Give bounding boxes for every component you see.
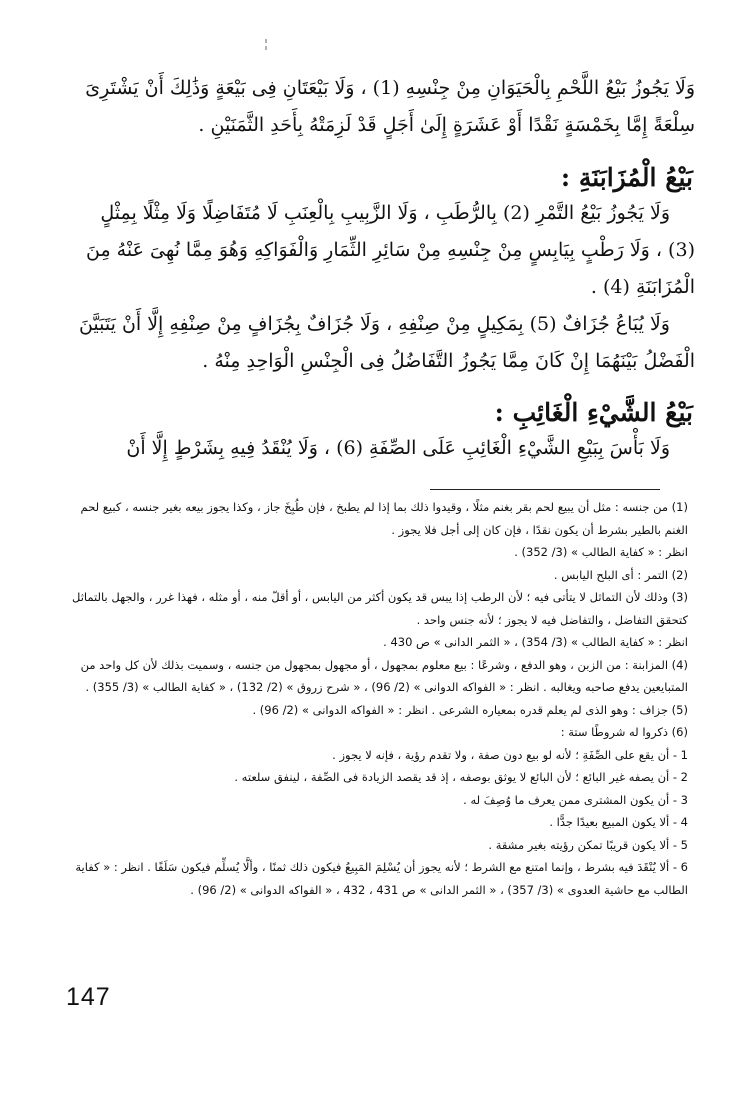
footnote-6-condition-3: 3 - أن يكون المشترى ممن يعرف ما وُصِفَ له .	[463, 792, 688, 807]
footnote-6-condition-2: 2 - أن يصفه غير البائع ؛ لأن البائع لا يوثق بوصفه ، إذ قد يقصد الزيادة فى الصِّفة ، لينفق سلعته .	[234, 770, 688, 784]
footnote-6: (6) ذكروا له شروطًا ستة :	[560, 725, 688, 739]
footnote-1: (1) من جنسه : مثل أن يبيع لحم بقر بغنم مثلًا ، وقيدوا ذلك بما إذا لم يطبخ ، فإن طُبِخَ جاز ، وكذا يجوز بيعه بغير جنسه ، كبيع لحم الغنم بالطير بشرط أن يكون نقدًا ، فإن كان إلى أجل فلا يجوز .	[80, 500, 688, 537]
paragraph-muzabana: وَلَا يَجُوزُ بَيْعُ التَّمْرِ (2) بِالرُّطَبِ ، وَلَا الزَّبِيبِ بِالْعِنَبِ لَا مُتَفَاضِلًا وَلَا مِثْلًا بِمِثْلٍ (3) ، وَلَا رَطْبٍ بِيَابِسٍ مِنْ جِنْسِهِ مِنْ سَائِرِ الثِّمَارِ وَالْفَوَاكِهِ وَهُوَ مِمَّا نُهِىَ عَنْهُ مِنَ الْمُزَابَنَةِ (4) .	[86, 202, 695, 298]
footnote-1-ref: انظر : « كفاية الطالب » (3/ 352) .	[514, 545, 688, 559]
footnote-6-condition-5: 5 - ألا يكون قريبًا تمكن رؤيته بغير مشقة .	[488, 837, 688, 852]
footnote-5: (5) جزاف : وهو الذى لم يعلم قدره بمعياره الشرعى . انظر : « الفواكه الدوانى » (2/ 96) .	[252, 702, 688, 717]
footnote-divider	[430, 489, 660, 490]
footnote-6-condition-6: 6 - ألا يُنْقَدَ فيه بشرط ، وإنما امتنع مع الشرط ؛ لأنه يجوز أن يُسْلِمَ المَبِيعُ فيكون ذلك ثمنًا ، وألَّا يُسلِّم فيكون سَلَفًا . انظر : « كفاية الطالب مع حاشية العدوى » (3/ 357) ، « الثمر الدانى » ص 431 ، 432 ، « الفواكه الدوانى » (2/ 96) .	[75, 860, 688, 897]
scan-mark	[262, 38, 270, 52]
footnote-2: (2) التمر : أى البلح اليابس .	[553, 567, 688, 582]
footnote-3: (3) وذلك لأن التماثل لا يتأتى فيه ؛ لأن الرطب إذا يبس قد يكون أكثر من اليابس ، أو أقلّ منه ، أو مثله ، فهذا غرر ، والجهل بالتماثل كتحقق التفاضل ، والتفاضل فيه لا يجوز ؛ لأنه جنس واحد .	[72, 590, 688, 627]
footnote-6-condition-4: 4 - ألا يكون المبيع بعيدًا جدًّا .	[549, 815, 688, 829]
page-number: 147	[66, 983, 111, 1011]
paragraph-juzaf: وَلَا يُبَاعُ جُزَافٌ (5) بِمَكِيلٍ مِنْ صِنْفِهِ ، وَلَا جُزَافٌ بِجُزَافٍ مِنْ صِنْفِهِ إِلَّا أَنْ يَتَبَيَّنَ الْفَضْلُ بَيْنَهُمَا إِنْ كَانَ مِمَّا يَجُوزُ التَّفَاضُلُ فِى الْجِنْسِ الْوَاحِدِ مِنْهُ .	[78, 313, 695, 372]
footnotes	[70, 496, 688, 901]
heading-muzabana: بَيْعُ الْمُزَابَنَةِ :	[560, 163, 693, 192]
footnote-3-ref: انظر : « كفاية الطالب » (3/ 354) ، « الثمر الدانى » ص 430 .	[383, 635, 688, 649]
footnote-6-condition-1: 1 - أن يقع على الصِّفَةِ ؛ لأنه لو بيع دون صفة ، ولا تقدم رؤية ، فإنه لا يجوز .	[332, 747, 688, 762]
paragraph-absent-goods: وَلَا بَأْسَ بِبَيْعِ الشَّيْءِ الْغَائِبِ عَلَى الصِّفَةِ (6) ، وَلَا يُنْقَدُ فِيهِ بِشَرْطٍ إِلَّا أَنْ	[126, 437, 670, 459]
paragraph-meat-sale: وَلَا يَجُوزُ بَيْعُ اللَّحْمِ بِالْحَيَوَانِ مِنْ جِنْسِهِ (1) ، وَلَا بَيْعَتَانِ فِى بَيْعَةٍ وَذَٰلِكَ أَنْ يَشْتَرِىَ سِلْعَةً إِمَّا بِخَمْسَةٍ نَقْدًا أَوْ عَشَرَةٍ إِلَىٰ أَجَلٍ قَدْ لَزِمَتْهُ بِأَحَدِ الثَّمَنَيْنِ .	[85, 77, 695, 136]
footnote-4: (4) المزابنة : من الزبن ، وهو الدفع ، وشرعًا : بيع معلوم بمجهول ، أو مجهول بمجهول من جنسه ، وسميت بذلك لأن كل واحد من المتبايعين يدفع صاحبه ويغالبه . انظر : « الفواكه الدوانى » (2/ 96) ، « شرح زروق » (2/ 132) ، « كفاية الطالب » (3/ 355) .	[80, 657, 688, 694]
heading-absent-goods: بَيْعُ الشَّيْءِ الْغَائِبِ :	[494, 398, 693, 427]
